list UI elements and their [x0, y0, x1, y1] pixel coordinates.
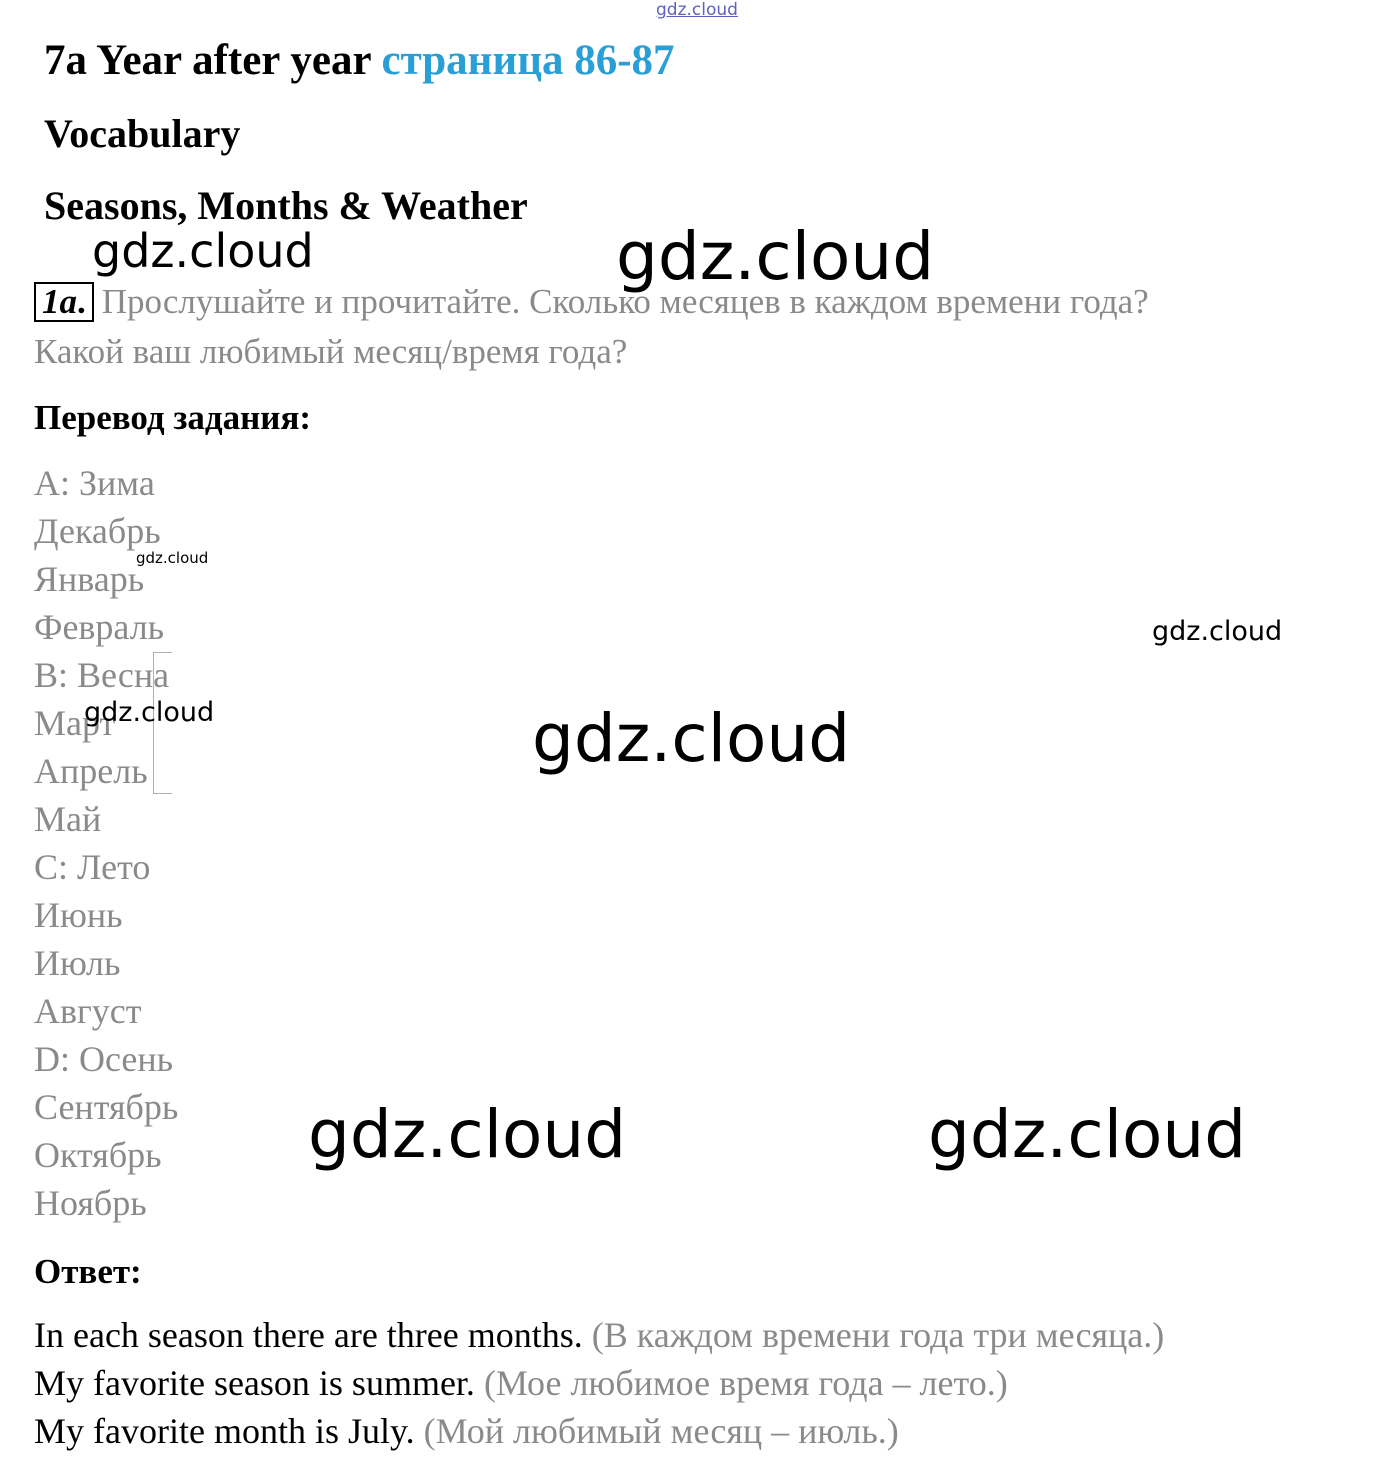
- watermark: gdz.cloud: [136, 549, 209, 567]
- top-watermark: gdz.cloud: [656, 0, 738, 20]
- page-title: [44, 36, 675, 85]
- list-item: A: Зима: [34, 463, 155, 503]
- list-item: Август: [34, 991, 142, 1031]
- task-number-badge: 1a.: [34, 282, 94, 322]
- list-item: Декабрь: [34, 511, 161, 551]
- answer-line: [34, 1314, 1164, 1356]
- answer-line: [34, 1410, 899, 1452]
- watermark: gdz.cloud: [928, 1096, 1247, 1173]
- page-link[interactable]: страница 86-87: [381, 37, 675, 84]
- watermark: gdz.cloud: [532, 700, 851, 777]
- list-item: Сентябрь: [34, 1087, 179, 1127]
- translation-label: Перевод задания:: [34, 398, 312, 437]
- watermark: gdz.cloud: [84, 697, 215, 728]
- list-item: C: Лето: [34, 847, 151, 887]
- list-item: Ноябрь: [34, 1183, 147, 1223]
- task-text-1: Прослушайте и прочитайте. Сколько месяцев в каждом времени года?: [101, 282, 1149, 321]
- watermark: gdz.cloud: [616, 218, 935, 295]
- topic-title: Seasons, Months & Weather: [44, 183, 528, 228]
- list-item: Апрель: [34, 751, 148, 791]
- list-item: Февраль: [34, 607, 165, 647]
- answer-en: My favorite season is summer.: [34, 1363, 475, 1403]
- answer-ru: (В каждом времени года три месяца.): [591, 1315, 1165, 1355]
- task-line-1: [34, 282, 1149, 322]
- list-item: Июнь: [34, 895, 123, 935]
- watermark: gdz.cloud: [308, 1096, 627, 1173]
- list-item: Июль: [34, 943, 121, 983]
- list-item: Январь: [34, 559, 145, 599]
- answer-ru: (Мое любимое время года – лето.): [483, 1363, 1008, 1403]
- answer-en: In each season there are three months.: [34, 1315, 583, 1355]
- answer-label: Ответ:: [34, 1252, 142, 1291]
- section-title: Vocabulary: [44, 111, 241, 156]
- list-item: Октябрь: [34, 1135, 162, 1175]
- answer-ru: (Мой любимый месяц – июль.): [423, 1411, 899, 1451]
- title-text: 7a Year after year: [44, 37, 371, 84]
- answer-en: My favorite month is July.: [34, 1411, 415, 1451]
- list-item: B: Весна: [34, 655, 170, 695]
- watermark: gdz.cloud: [1152, 616, 1283, 647]
- task-line-2: Какой ваш любимый месяц/время года?: [34, 332, 628, 371]
- list-item: Март: [34, 703, 116, 743]
- list-item: D: Осень: [34, 1039, 174, 1079]
- list-item: Май: [34, 799, 102, 839]
- watermark: gdz.cloud: [92, 224, 314, 278]
- answer-line: [34, 1362, 1008, 1404]
